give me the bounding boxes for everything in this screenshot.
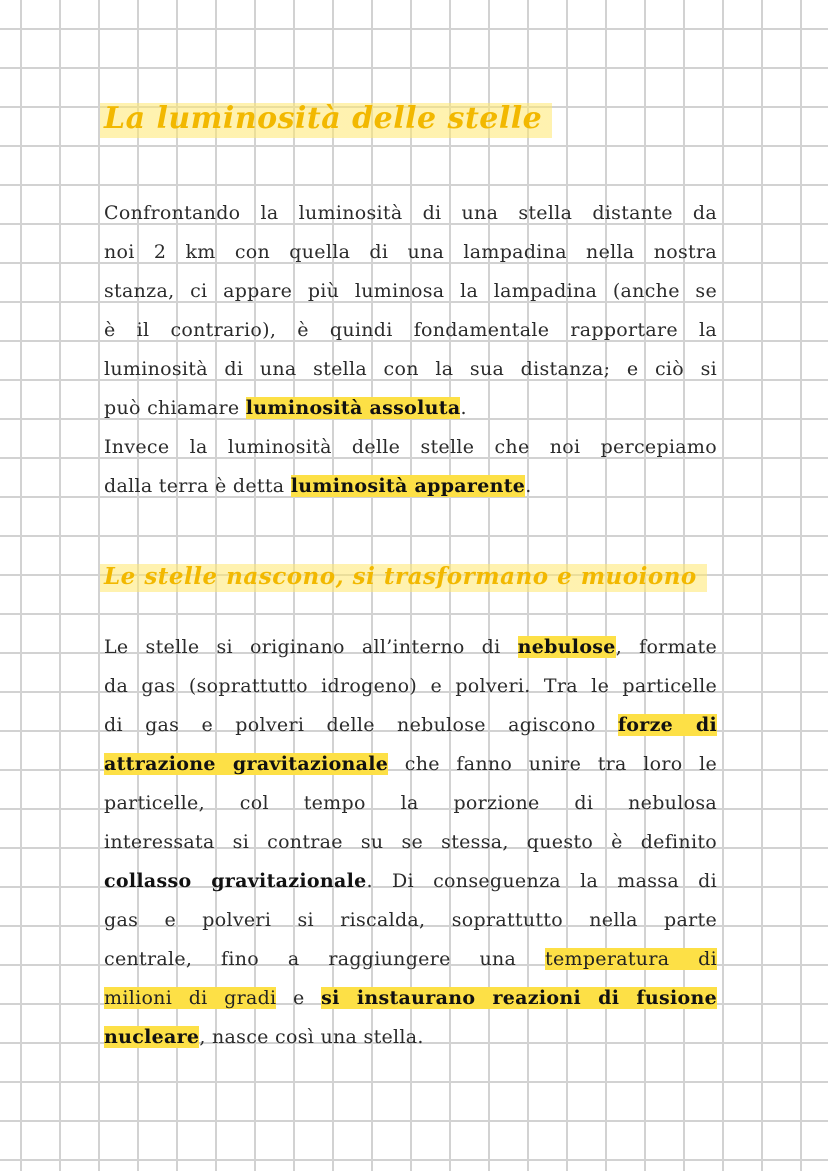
text-line: può chiamare luminosità assoluta.	[104, 397, 467, 419]
text-line: particelle, col tempo la porzione di nebulosa	[104, 792, 717, 814]
paragraph-star-birth	[104, 628, 717, 1057]
text-line: interessata si contrae su se stessa, questo è definito	[104, 831, 717, 853]
highlight-temperatura-di: temperatura di	[545, 948, 717, 970]
text-line: nucleare, nasce così una stella.	[104, 1026, 424, 1048]
bold-collasso-gravitazionale: collasso gravitazionale	[104, 870, 367, 892]
highlight-reazioni-fusione: si instaurano reazioni di fusione	[321, 987, 717, 1009]
text-line: attrazione gravitazionale che fanno unire tra loro le	[104, 753, 718, 775]
highlight-milioni-di-gradi: milioni di gradi	[104, 987, 277, 1009]
text-line: luminosità di una stella con la sua distanza; e ciò si	[104, 358, 717, 380]
text-line: di gas e polveri delle nebulose agiscono forze di	[104, 714, 717, 736]
page-title: La luminosità delle stelle	[100, 94, 552, 144]
highlight-luminosita-apparente: luminosità apparente	[290, 475, 526, 497]
text-line: da gas (soprattutto idrogeno) e polveri. Tra le particelle	[104, 675, 717, 697]
highlight-nucleare: nucleare	[104, 1026, 200, 1048]
text-line: Le stelle si originano all’interno di nebulose, formate	[104, 636, 717, 658]
text-line: è il contrario), è quindi fondamentale rapportare la	[104, 319, 717, 341]
highlight-luminosita-assoluta: luminosità assoluta	[245, 397, 461, 419]
text-line: dalla terra è detta luminosità apparente.	[104, 475, 532, 497]
text-line: milioni di gradi e si instaurano reazioni di fusione	[104, 987, 717, 1009]
paragraph-luminosity	[104, 194, 717, 506]
highlight-attrazione-gravitazionale: attrazione gravitazionale	[104, 753, 389, 775]
text-line: noi 2 km con quella di una lampadina nella nostra	[104, 241, 717, 263]
text-line: centrale, fino a raggiungere una temperatura di	[104, 948, 717, 970]
text-line: stanza, ci appare più luminosa la lampadina (anche se	[104, 280, 717, 302]
text-line: gas e polveri si riscalda, soprattutto nella parte	[104, 909, 717, 931]
section-subtitle: Le stelle nascono, si trasformano e muoiono	[100, 557, 707, 597]
text-line: Invece la luminosità delle stelle che noi percepiamo	[104, 436, 717, 458]
highlight-forze-di: forze di	[617, 714, 717, 736]
highlight-nebulose: nebulose	[517, 636, 616, 658]
text-line: Confrontando la luminosità di una stella distante da	[104, 202, 717, 224]
text-line: collasso gravitazionale. Di conseguenza la massa di	[104, 870, 717, 892]
